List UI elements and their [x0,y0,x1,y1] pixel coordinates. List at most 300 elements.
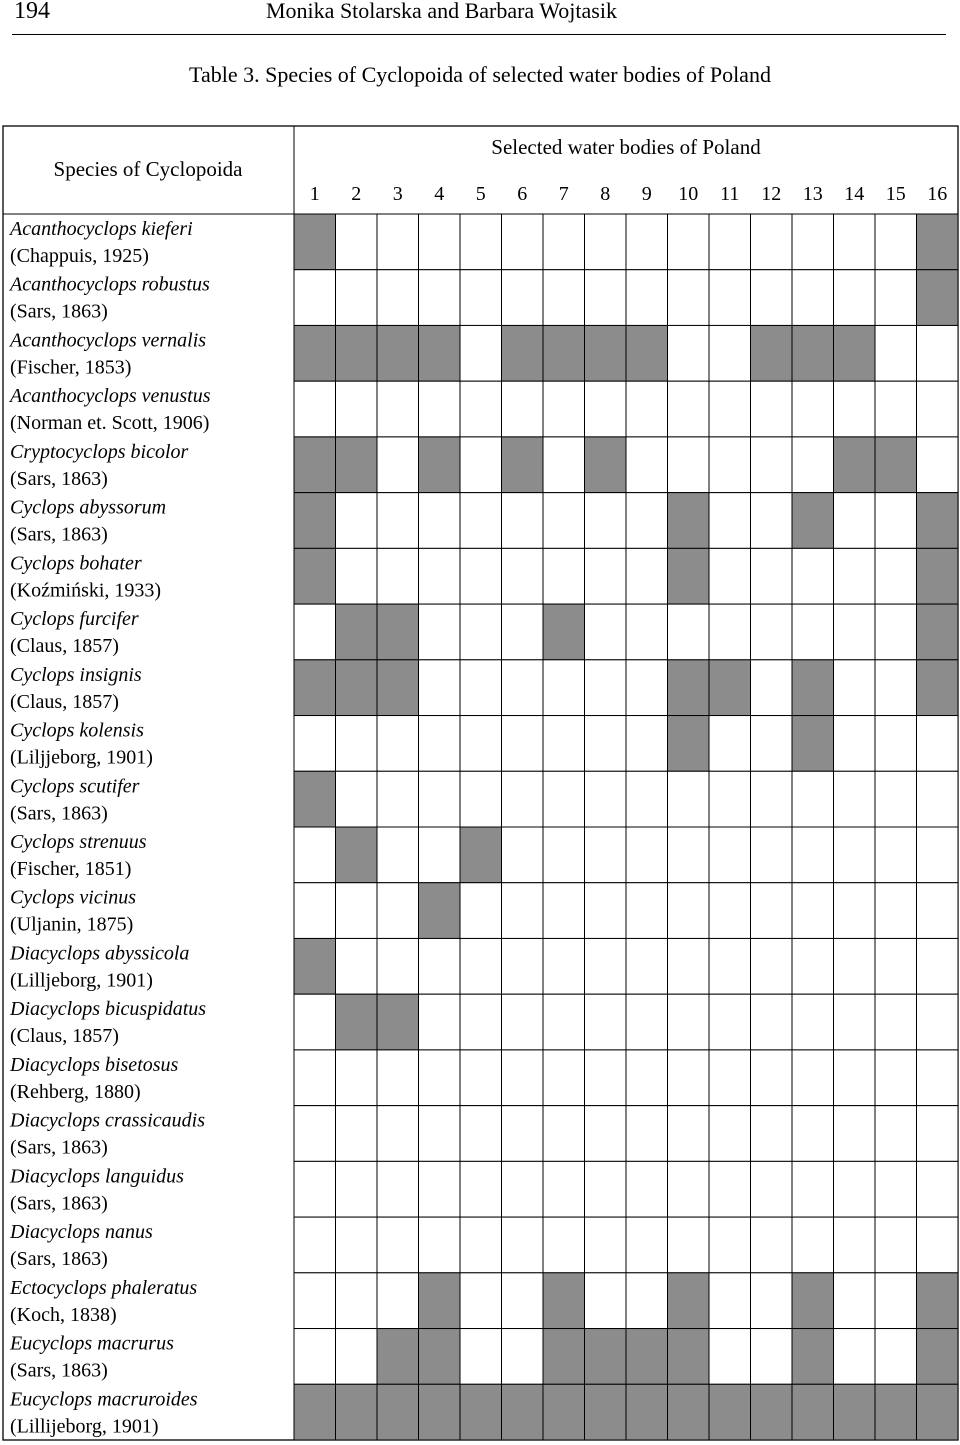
absent-cell [460,325,502,381]
absent-cell [419,1106,461,1162]
species-name: Diacyclops bicuspidatus [10,998,207,1021]
absent-cell [709,437,751,493]
absent-cell [792,437,834,493]
absent-cell [626,604,668,660]
present-cell [419,883,461,939]
absent-cell [709,1161,751,1217]
absent-cell [917,325,959,381]
species-authority: (Liljjeborg, 1901) [10,746,153,769]
absent-cell [751,1106,793,1162]
absent-cell [875,325,917,381]
absent-cell [875,548,917,604]
absent-cell [460,716,502,772]
absent-cell [419,548,461,604]
absent-cell [626,827,668,883]
absent-cell [834,660,876,716]
absent-cell [917,938,959,994]
absent-cell [543,493,585,549]
present-cell [585,1329,627,1385]
absent-cell [460,270,502,326]
absent-cell [668,827,710,883]
absent-cell [792,938,834,994]
absent-cell [834,938,876,994]
present-cell [668,1384,710,1440]
species-name: Acanthocyclops vernalis [10,329,207,352]
column-label-2: 2 [351,183,362,205]
absent-cell [377,771,419,827]
present-cell [419,1329,461,1385]
absent-cell [668,1050,710,1106]
species-name: Cyclops kolensis [10,719,144,742]
present-cell [543,604,585,660]
species-name: Cyclops abyssorum [10,496,167,519]
present-cell [834,437,876,493]
absent-cell [543,994,585,1050]
present-cell [377,604,419,660]
present-cell [336,325,378,381]
species-authority: (Claus, 1857) [10,1025,119,1048]
absent-cell [543,381,585,437]
absent-cell [792,1217,834,1273]
species-name: Diacyclops bisetosus [10,1053,179,1076]
absent-cell [834,1329,876,1385]
absent-cell [751,1273,793,1329]
absent-cell [585,493,627,549]
present-cell [626,325,668,381]
absent-cell [419,214,461,270]
absent-cell [543,437,585,493]
species-authority: (Sars, 1863) [10,1359,108,1382]
present-cell [460,1384,502,1440]
absent-cell [792,1161,834,1217]
absent-cell [585,938,627,994]
absent-cell [626,381,668,437]
page-number: 194 [14,0,50,24]
absent-cell [336,883,378,939]
species-authority: (Rehberg, 1880) [10,1080,141,1103]
absent-cell [502,1273,544,1329]
column-label-11: 11 [720,183,740,205]
absent-cell [294,1161,336,1217]
absent-cell [709,214,751,270]
absent-cell [626,1050,668,1106]
present-cell [792,493,834,549]
present-cell [668,716,710,772]
absent-cell [709,883,751,939]
absent-cell [336,493,378,549]
absent-cell [792,1050,834,1106]
absent-cell [419,1161,461,1217]
absent-cell [875,604,917,660]
present-cell [419,325,461,381]
species-name: Cyclops furcifer [10,608,139,631]
species-authority: (Koch, 1838) [10,1303,117,1326]
absent-cell [668,938,710,994]
present-cell [668,548,710,604]
absent-cell [502,270,544,326]
absent-cell [668,437,710,493]
absent-cell [460,1273,502,1329]
absent-cell [294,381,336,437]
absent-cell [626,716,668,772]
absent-cell [585,1161,627,1217]
absent-cell [336,938,378,994]
absent-cell [668,1106,710,1162]
absent-cell [294,604,336,660]
absent-cell [751,270,793,326]
table-caption: Table 3. Species of Cyclopoida of selected water bodies of Poland [189,62,771,87]
absent-cell [834,1050,876,1106]
absent-cell [543,1050,585,1106]
species-name: Cyclops scutifer [10,775,140,798]
absent-cell [502,604,544,660]
absent-cell [875,270,917,326]
absent-cell [875,381,917,437]
absent-cell [294,1273,336,1329]
present-cell [917,270,959,326]
absent-cell [377,883,419,939]
absent-cell [709,604,751,660]
present-cell [834,325,876,381]
absent-cell [460,214,502,270]
absent-cell [751,381,793,437]
present-cell [377,1384,419,1440]
absent-cell [626,214,668,270]
absent-cell [834,604,876,660]
absent-cell [460,604,502,660]
absent-cell [585,270,627,326]
absent-cell [792,1106,834,1162]
present-cell [336,994,378,1050]
absent-cell [294,1106,336,1162]
absent-cell [792,214,834,270]
column-label-3: 3 [392,183,403,205]
absent-cell [668,325,710,381]
absent-cell [668,1161,710,1217]
absent-cell [626,437,668,493]
present-cell [917,660,959,716]
absent-cell [668,214,710,270]
absent-cell [336,214,378,270]
absent-cell [336,1161,378,1217]
absent-cell [751,994,793,1050]
species-authority: (Chappuis, 1925) [10,245,149,267]
species-labels [8,218,211,1437]
absent-cell [875,883,917,939]
absent-cell [543,270,585,326]
absent-cell [834,548,876,604]
absent-cell [460,548,502,604]
absent-cell [751,716,793,772]
present-cell [294,214,336,270]
present-cell [543,1329,585,1385]
absent-cell [834,1106,876,1162]
present-cell [294,493,336,549]
absent-cell [460,1106,502,1162]
present-cell [792,660,834,716]
absent-cell [792,827,834,883]
species-name: Diacyclops nanus [10,1221,153,1244]
absent-cell [585,660,627,716]
absent-cell [294,883,336,939]
absent-cell [585,827,627,883]
absent-cell [751,827,793,883]
absent-cell [751,604,793,660]
absent-cell [502,1161,544,1217]
absent-cell [917,1050,959,1106]
absent-cell [419,604,461,660]
absent-cell [626,660,668,716]
present-cell [792,1384,834,1440]
column-label-12: 12 [761,183,782,205]
present-cell [668,1329,710,1385]
absent-cell [336,1329,378,1385]
present-cell [917,214,959,270]
absent-cell [668,994,710,1050]
species-authority: (Uljanin, 1875) [10,913,134,936]
column-label-1: 1 [309,183,320,205]
absent-cell [543,938,585,994]
absent-cell [460,1217,502,1273]
absent-cell [502,1106,544,1162]
water-bodies-header: Selected water bodies of Poland [491,135,761,159]
absent-cell [377,270,419,326]
absent-cell [834,883,876,939]
absent-cell [377,548,419,604]
absent-cell [917,1106,959,1162]
absent-cell [834,771,876,827]
absent-cell [377,493,419,549]
absent-cell [709,827,751,883]
absent-cell [792,604,834,660]
absent-cell [668,270,710,326]
absent-cell [460,1329,502,1385]
absent-cell [875,493,917,549]
present-cell [751,325,793,381]
present-cell [294,660,336,716]
absent-cell [336,270,378,326]
absent-cell [585,994,627,1050]
absent-cell [917,381,959,437]
present-cell [917,493,959,549]
species-name: Acanthocyclops robustus [10,273,210,296]
absent-cell [709,325,751,381]
species-name: Diacyclops languidus [10,1165,184,1188]
absent-cell [626,548,668,604]
absent-cell [502,771,544,827]
absent-cell [834,827,876,883]
absent-cell [543,827,585,883]
absent-cell [419,938,461,994]
absent-cell [543,214,585,270]
presence-cells [294,214,958,1440]
absent-cell [834,493,876,549]
present-cell [377,1329,419,1385]
absent-cell [792,771,834,827]
species-authority: (Lillijeborg, 1901) [10,1415,159,1438]
absent-cell [668,604,710,660]
species-column-header: Species of Cyclopoida [53,157,243,181]
absent-cell [419,994,461,1050]
absent-cell [460,437,502,493]
present-cell [668,660,710,716]
species-name: Cyclops strenuus [10,831,147,853]
absent-cell [419,771,461,827]
absent-cell [751,493,793,549]
absent-cell [543,1217,585,1273]
absent-cell [751,214,793,270]
absent-cell [875,938,917,994]
absent-cell [792,994,834,1050]
absent-cell [543,771,585,827]
absent-cell [294,1217,336,1273]
present-cell [668,493,710,549]
present-cell [585,1384,627,1440]
species-name: Cyclops insignis [10,663,142,686]
absent-cell [502,1217,544,1273]
present-cell [543,1273,585,1329]
absent-cell [294,270,336,326]
present-cell [543,325,585,381]
species-name: Acanthocyclops kieferi [10,218,193,240]
present-cell [502,1384,544,1440]
present-cell [792,1329,834,1385]
present-cell [294,1384,336,1440]
absent-cell [294,1329,336,1385]
column-labels [310,183,948,205]
absent-cell [336,548,378,604]
absent-cell [834,994,876,1050]
absent-cell [834,1161,876,1217]
absent-cell [336,1273,378,1329]
absent-cell [834,1273,876,1329]
absent-cell [377,1050,419,1106]
absent-cell [502,994,544,1050]
column-label-5: 5 [475,183,486,205]
absent-cell [875,1106,917,1162]
absent-cell [626,493,668,549]
absent-cell [460,1161,502,1217]
running-head: Monika Stolarska and Barbara Wojtasik [266,0,617,23]
absent-cell [585,1217,627,1273]
absent-cell [875,214,917,270]
column-label-16: 16 [927,183,948,205]
present-cell [709,660,751,716]
absent-cell [668,771,710,827]
species-name: Diacyclops abyssicola [10,942,190,965]
absent-cell [585,716,627,772]
absent-cell [502,214,544,270]
absent-cell [585,1273,627,1329]
absent-cell [917,771,959,827]
absent-cell [585,381,627,437]
absent-cell [709,1329,751,1385]
absent-cell [585,771,627,827]
present-cell [917,604,959,660]
absent-cell [792,381,834,437]
species-name: Cyclops vicinus [10,886,137,909]
absent-cell [377,827,419,883]
absent-cell [792,548,834,604]
species-authority: (Sars, 1863) [10,1136,108,1159]
present-cell [294,771,336,827]
species-authority: (Sars, 1863) [10,523,108,546]
species-authority: (Fischer, 1851) [10,858,132,880]
absent-cell [709,938,751,994]
present-cell [792,325,834,381]
absent-cell [875,660,917,716]
absent-cell [875,1217,917,1273]
present-cell [751,1384,793,1440]
absent-cell [917,994,959,1050]
absent-cell [792,270,834,326]
present-cell [294,548,336,604]
absent-cell [751,437,793,493]
absent-cell [709,1273,751,1329]
species-authority: (Sars, 1863) [10,802,108,825]
absent-cell [543,660,585,716]
absent-cell [626,1273,668,1329]
column-label-6: 6 [517,183,528,205]
absent-cell [377,1106,419,1162]
species-authority: (Sars, 1863) [10,1248,108,1271]
species-authority: (Koźmiński, 1933) [10,579,162,602]
present-cell [792,1273,834,1329]
absent-cell [875,1273,917,1329]
absent-cell [543,548,585,604]
absent-cell [460,883,502,939]
species-authority: (Claus, 1857) [10,690,119,713]
absent-cell [502,660,544,716]
absent-cell [460,660,502,716]
present-cell [917,1384,959,1440]
species-authority: (Claus, 1857) [10,635,119,658]
absent-cell [751,660,793,716]
present-cell [336,1384,378,1440]
present-cell [336,827,378,883]
present-cell [917,1329,959,1385]
absent-cell [751,1329,793,1385]
absent-cell [377,938,419,994]
present-cell [336,660,378,716]
absent-cell [336,716,378,772]
present-cell [294,938,336,994]
present-cell [419,437,461,493]
present-cell [377,660,419,716]
absent-cell [917,827,959,883]
absent-cell [460,493,502,549]
absent-cell [460,1050,502,1106]
absent-cell [709,1050,751,1106]
absent-cell [709,1217,751,1273]
absent-cell [626,994,668,1050]
absent-cell [751,883,793,939]
present-cell [336,437,378,493]
absent-cell [917,1217,959,1273]
absent-cell [502,548,544,604]
absent-cell [585,214,627,270]
species-authority: (Fischer, 1853) [10,356,132,379]
present-cell [377,325,419,381]
absent-cell [834,716,876,772]
column-label-13: 13 [802,183,823,205]
species-name: Cryptocyclops bicolor [10,440,189,463]
absent-cell [875,994,917,1050]
absent-cell [543,1106,585,1162]
absent-cell [377,1161,419,1217]
present-cell [709,1384,751,1440]
absent-cell [751,1217,793,1273]
